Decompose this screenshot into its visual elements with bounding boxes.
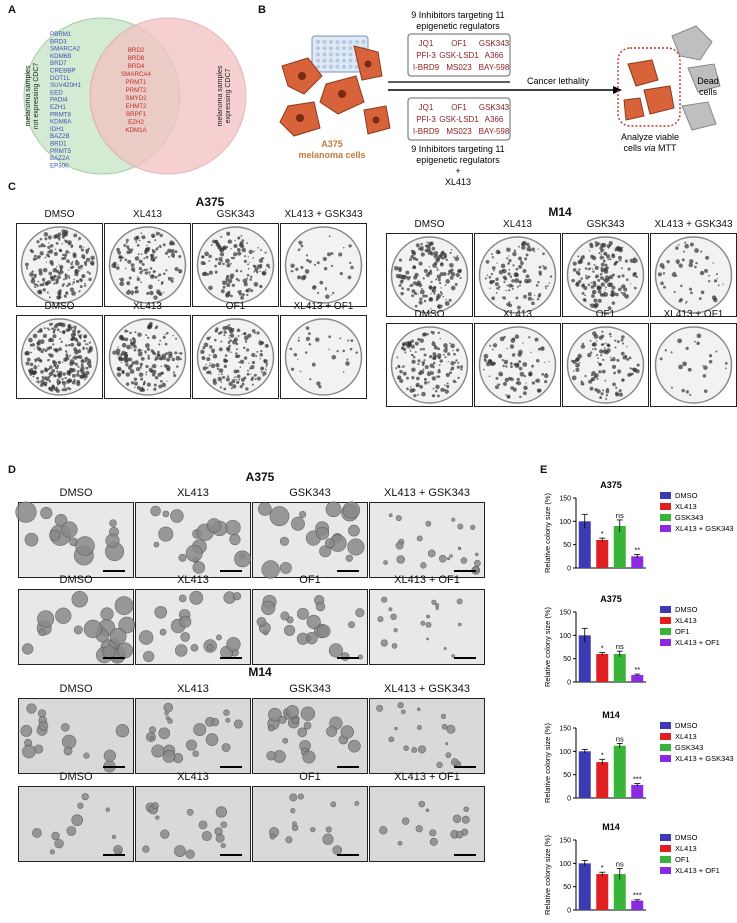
legend-swatch [660, 628, 671, 635]
y-tick-label: 100 [559, 748, 571, 756]
legend-swatch [660, 755, 671, 762]
colony-dish-image [192, 315, 279, 399]
gene-label: DOT1L [50, 74, 70, 82]
gene-label: CREBBP [50, 67, 76, 75]
bar [614, 526, 626, 568]
venn-right-label: melanoma samplesexpressing CDC7 [217, 65, 232, 127]
significance-label: ns [615, 510, 624, 520]
gene-label: SMARCA2 [50, 45, 80, 53]
significance-label: * [600, 750, 604, 760]
legend-swatch [660, 606, 671, 613]
colony-dish-image [16, 223, 103, 307]
inhibitor-name: GSK-LSD1 [439, 51, 479, 60]
significance-label: ns [615, 859, 624, 869]
y-tick-label: 50 [563, 884, 571, 892]
chart-title: M14 [602, 710, 620, 720]
inhibitor-name: MS023 [446, 127, 472, 136]
legend-swatch [660, 503, 671, 510]
micrograph-label: XL413 [177, 771, 209, 783]
bottom-caption-line2: epigenetic regulators [416, 155, 500, 165]
legend-label: OF1 [675, 855, 690, 864]
inhibitor-name: OF1 [451, 103, 467, 112]
top-caption-line1: 9 Inhibitors targeting 11 [411, 10, 505, 20]
significance-label: ns [615, 642, 624, 652]
legend-label: XL413 [675, 844, 697, 853]
colony-dish-image [280, 223, 367, 307]
gene-label: KDM6A [50, 118, 72, 126]
inhibitor-name: MS023 [446, 63, 472, 72]
dead-label-line2: cells [698, 87, 718, 97]
gene-label: PRMT1 [125, 79, 147, 86]
dish-label: OF1 [595, 309, 616, 320]
micrograph-label: GSK343 [289, 487, 331, 499]
micrograph-label: XL413 [177, 487, 209, 499]
colony-dish-image [474, 323, 561, 407]
micrograph-image [18, 786, 134, 862]
cell-label-line1: A375 [321, 139, 343, 149]
y-tick-label: 0 [567, 679, 571, 687]
bar [596, 762, 608, 798]
bar [614, 746, 626, 798]
inhibitor-name: A366 [484, 115, 504, 124]
gene-label: BRPF1 [126, 111, 146, 118]
micrograph-image [369, 698, 485, 774]
significance-label: *** [632, 774, 642, 784]
colony-dish-image [386, 323, 473, 407]
gene-label: KDM1A [125, 127, 147, 134]
panel-label-d: D [8, 464, 16, 476]
y-axis-label: Relative colony size (%) [543, 492, 552, 574]
micrograph-label: XL413 + GSK343 [384, 487, 470, 499]
gene-label: EZH2 [128, 119, 144, 126]
bar [631, 785, 643, 798]
dish-label: XL413 + GSK343 [654, 219, 733, 230]
micrograph-image [369, 502, 485, 578]
gene-label: PRMT8 [50, 111, 71, 119]
inhibitor-name: I-BRD9 [412, 63, 440, 72]
legend-swatch [660, 514, 671, 521]
micrograph-image [252, 502, 368, 578]
dish-group-title: M14 [548, 205, 572, 219]
significance-label: *** [632, 890, 642, 900]
dish-label: DMSO [414, 309, 445, 320]
micrograph-image [252, 589, 368, 665]
y-tick-label: 50 [563, 772, 571, 780]
inhibitor-name: BAY-598 [478, 127, 510, 136]
colony-dish-image [650, 233, 737, 317]
dish-label: XL413 [133, 209, 162, 220]
micrograph-image [369, 786, 485, 862]
y-tick-label: 50 [563, 542, 571, 550]
dish-label: DMSO [44, 301, 75, 312]
bar-chart [540, 706, 734, 811]
colony-dish-image [562, 323, 649, 407]
micrograph-label: OF1 [299, 574, 321, 586]
y-tick-label: 150 [559, 725, 571, 733]
inhibitor-name: GSK343 [478, 103, 510, 112]
dish-group-title: A375 [195, 195, 225, 209]
legend-label: DMSO [675, 491, 698, 500]
micrograph-image [369, 589, 485, 665]
colony-dish-image [104, 223, 191, 307]
colony-dish-image [16, 315, 103, 399]
y-tick-label: 100 [559, 518, 571, 526]
legend-swatch [660, 834, 671, 841]
micrograph-label: OF1 [299, 771, 321, 783]
gene-label: PRMT5 [50, 147, 71, 155]
micrograph-image [252, 698, 368, 774]
legend-label: DMSO [675, 833, 698, 842]
y-tick-label: 100 [559, 632, 571, 640]
dead-label-line1: Dead [697, 76, 719, 86]
micrograph-label: DMSO [59, 683, 93, 695]
gene-label: BRD1 [50, 140, 67, 148]
micrograph-label: XL413 [177, 683, 209, 695]
legend-swatch [660, 867, 671, 874]
gene-label: BAZ2B [50, 133, 70, 141]
legend-swatch [660, 617, 671, 624]
micrograph-label: XL413 + OF1 [394, 771, 460, 783]
gene-label: IDH1 [50, 125, 65, 133]
significance-label: ** [634, 665, 641, 675]
bar [596, 874, 608, 910]
y-tick-label: 0 [567, 565, 571, 573]
micrograph-label: XL413 + GSK343 [384, 683, 470, 695]
bar [579, 863, 591, 910]
micrograph-label: XL413 + OF1 [394, 574, 460, 586]
y-axis-label: Relative colony size (%) [543, 834, 552, 916]
dish-label: XL413 [503, 309, 532, 320]
gene-label: EP300 [50, 162, 69, 170]
inhibitor-name: OF1 [451, 39, 467, 48]
chart-title: M14 [602, 822, 620, 832]
legend-label: XL413 [675, 616, 697, 625]
legend-label: XL413 + OF1 [675, 866, 720, 875]
inhibitor-name: A366 [484, 51, 504, 60]
legend-swatch [660, 492, 671, 499]
inhibitor-name: GSK343 [478, 39, 510, 48]
legend-label: XL413 [675, 732, 697, 741]
gene-label: SMARCA4 [121, 71, 151, 78]
dish-label: XL413 + GSK343 [284, 209, 363, 220]
legend-label: XL413 + OF1 [675, 638, 720, 647]
legend-label: DMSO [675, 721, 698, 730]
gene-label: BRD4 [127, 63, 145, 70]
significance-label: * [600, 643, 604, 653]
gene-label: PRMT2 [125, 87, 147, 94]
micrograph-image [135, 698, 251, 774]
inhibitor-name: JQ1 [418, 39, 434, 48]
significance-label: ** [634, 545, 641, 555]
inhibitor-name: GSK-LSD1 [439, 115, 479, 124]
panel-label-c: C [8, 181, 16, 193]
bar [631, 675, 643, 682]
y-tick-label: 0 [567, 907, 571, 915]
micrograph-label: GSK343 [289, 683, 331, 695]
dish-label: DMSO [414, 219, 445, 230]
micrograph-image [135, 786, 251, 862]
y-tick-label: 150 [559, 837, 571, 845]
legend-label: DMSO [675, 605, 698, 614]
bar [596, 540, 608, 568]
bar [596, 654, 608, 682]
colony-dish-image [650, 323, 737, 407]
inhibitor-name: JQ1 [418, 103, 434, 112]
inhibitor-name: PFI-3 [416, 115, 436, 124]
gene-label: BRD3 [50, 38, 67, 46]
inhibitor-name: BAY-598 [478, 63, 510, 72]
legend-swatch [660, 722, 671, 729]
chart-title: A375 [600, 480, 622, 490]
micrograph-label: XL413 [177, 574, 209, 586]
gene-label: KDM6B [50, 52, 72, 60]
bottom-caption-line1: 9 Inhibitors targeting 11 [411, 144, 505, 154]
inhibitor-name: PFI-3 [416, 51, 436, 60]
gene-label: BRD8 [127, 55, 145, 62]
bar-chart [540, 818, 725, 923]
micrograph-label: DMSO [59, 487, 93, 499]
micrograph-group-title: M14 [248, 665, 272, 679]
micrograph-image [18, 698, 134, 774]
panel-label-a: A [8, 4, 16, 16]
dish-label: XL413 + OF1 [663, 309, 724, 320]
legend-swatch [660, 744, 671, 751]
analyze-label-line1: Analyze viable [620, 132, 680, 142]
colony-dish-image [474, 233, 561, 317]
bar [579, 751, 591, 798]
inhibitor-name: I-BRD9 [412, 127, 440, 136]
micrograph-label: DMSO [59, 771, 93, 783]
chart-title: A375 [600, 594, 622, 604]
micrograph-group-title: A375 [245, 470, 275, 484]
legend-label: GSK343 [675, 743, 704, 752]
cell-label-line2: melanoma cells [298, 150, 366, 160]
y-axis-label: Relative colony size (%) [543, 606, 552, 688]
micrograph-label: DMSO [59, 574, 93, 586]
legend-label: XL413 + GSK343 [675, 754, 734, 763]
dish-label: XL413 + OF1 [293, 301, 354, 312]
legend-label: GSK343 [675, 513, 704, 522]
colony-dish-image [562, 233, 649, 317]
plus-sign: + [455, 166, 461, 176]
y-tick-label: 150 [559, 495, 571, 503]
workflow-diagram [268, 6, 728, 186]
colony-dish-image [192, 223, 279, 307]
y-tick-label: 0 [567, 795, 571, 803]
bar-chart [540, 476, 734, 581]
gene-label: BRD2 [127, 47, 145, 54]
legend-label: XL413 + GSK343 [675, 524, 734, 533]
venn-left-label: melanoma samplesnot expressing CDC7 [25, 62, 40, 130]
dish-label: XL413 [503, 219, 532, 230]
micrograph-image [135, 589, 251, 665]
venn-diagram [20, 6, 250, 186]
micrograph-image [18, 502, 134, 578]
dish-label: OF1 [225, 301, 246, 312]
colony-dish-image [104, 315, 191, 399]
gene-label: BRD7 [50, 60, 67, 68]
significance-label: ns [615, 734, 624, 744]
gene-label: EED [50, 89, 63, 97]
gene-label: EZH1 [50, 104, 66, 111]
dish-label: DMSO [44, 209, 75, 220]
arrow-label: Cancer lethality [526, 76, 590, 86]
legend-swatch [660, 639, 671, 646]
legend-label: XL413 [675, 502, 697, 511]
significance-label: * [600, 529, 604, 539]
y-tick-label: 100 [559, 860, 571, 868]
bottom-drug: XL413 [444, 177, 472, 187]
top-caption-line2: epigenetic regulators [416, 21, 500, 31]
gene-label: SMYD2 [125, 95, 147, 102]
y-tick-label: 50 [563, 656, 571, 664]
legend-swatch [660, 856, 671, 863]
y-tick-label: 150 [559, 609, 571, 617]
legend-swatch [660, 733, 671, 740]
bar [631, 901, 643, 910]
dish-label: XL413 [133, 301, 162, 312]
gene-label: PADI4 [50, 96, 68, 104]
micrograph-image [252, 786, 368, 862]
y-axis-label: Relative colony size (%) [543, 722, 552, 804]
legend-swatch [660, 845, 671, 852]
gene-label: BAZ2A [50, 155, 70, 163]
colony-dish-image [280, 315, 367, 399]
gene-label: EHMT2 [125, 103, 147, 110]
legend-label: OF1 [675, 627, 690, 636]
panel-label-b: B [258, 4, 266, 16]
analyze-label-line2: cells via MTT [623, 143, 677, 153]
micrograph-image [18, 589, 134, 665]
dish-label: GSK343 [216, 209, 255, 220]
colony-dish-image [386, 233, 473, 317]
gene-label: SUV420H1 [50, 82, 81, 90]
micrograph-image [135, 502, 251, 578]
bar [614, 654, 626, 682]
panel-label-e: E [540, 464, 548, 476]
dish-label: GSK343 [586, 219, 625, 230]
legend-swatch [660, 525, 671, 532]
gene-label: PBRM1 [50, 31, 72, 38]
bar-chart [540, 590, 725, 695]
significance-label: * [600, 863, 604, 873]
viable-cells-icon [624, 60, 674, 120]
